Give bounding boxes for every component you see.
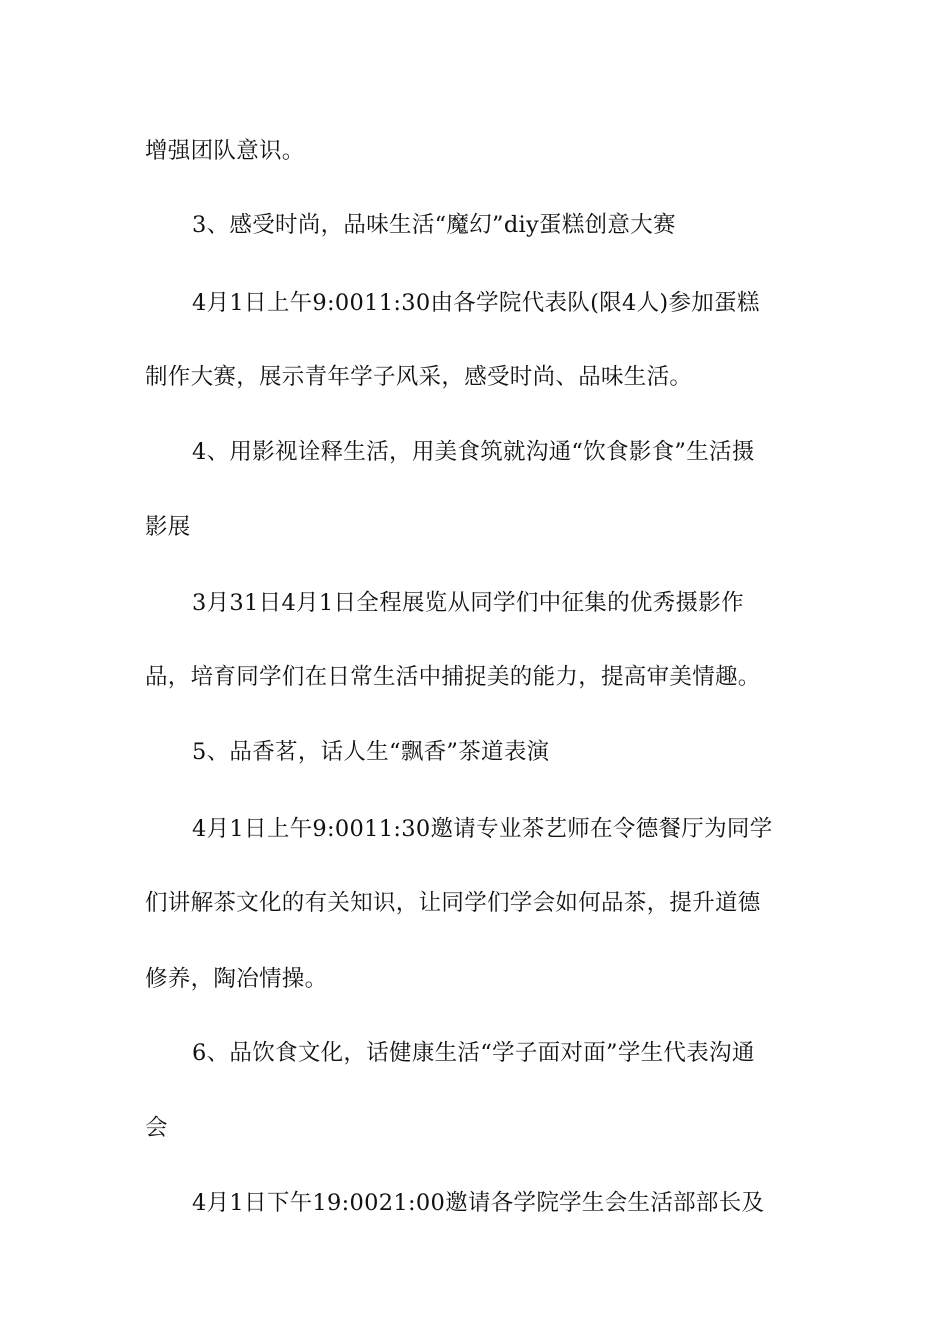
section-heading: 5、品香茗，话人生“飘香”茶道表演	[192, 739, 550, 765]
text-line: 4月1日上午9:0011:30由各学院代表队(限4人)参加蛋糕	[192, 290, 760, 316]
text-line: 4月1日上午9:0011:30邀请专业茶艺师在令德餐厅为同学	[192, 816, 773, 842]
section-heading: 3、感受时尚，品味生活“魔幻”diy蛋糕创意大赛	[192, 212, 676, 238]
text-line: 会	[145, 1115, 168, 1141]
text-line: 影展	[145, 514, 191, 540]
text-line: 3月31日4月1日全程展览从同学们中征集的优秀摄影作	[192, 590, 744, 616]
text-line: 4月1日下午19:0021:00邀请各学院学生会生活部部长及	[192, 1190, 765, 1216]
text-line: 修养，陶冶情操。	[145, 966, 328, 992]
text-line: 们讲解茶文化的有关知识，让同学们学会如何品茶，提升道德	[145, 890, 761, 916]
text-line: 增强团队意识。	[145, 138, 305, 164]
text-line: 制作大赛，展示青年学子风采，感受时尚、品味生活。	[145, 364, 693, 390]
section-heading: 6、品饮食文化，话健康生活“学子面对面”学生代表沟通	[192, 1040, 755, 1066]
section-heading: 4、用影视诠释生活，用美食筑就沟通“饮食影食”生活摄	[192, 439, 755, 465]
text-line: 品，培育同学们在日常生活中捕捉美的能力，提高审美情趣。	[145, 664, 761, 690]
